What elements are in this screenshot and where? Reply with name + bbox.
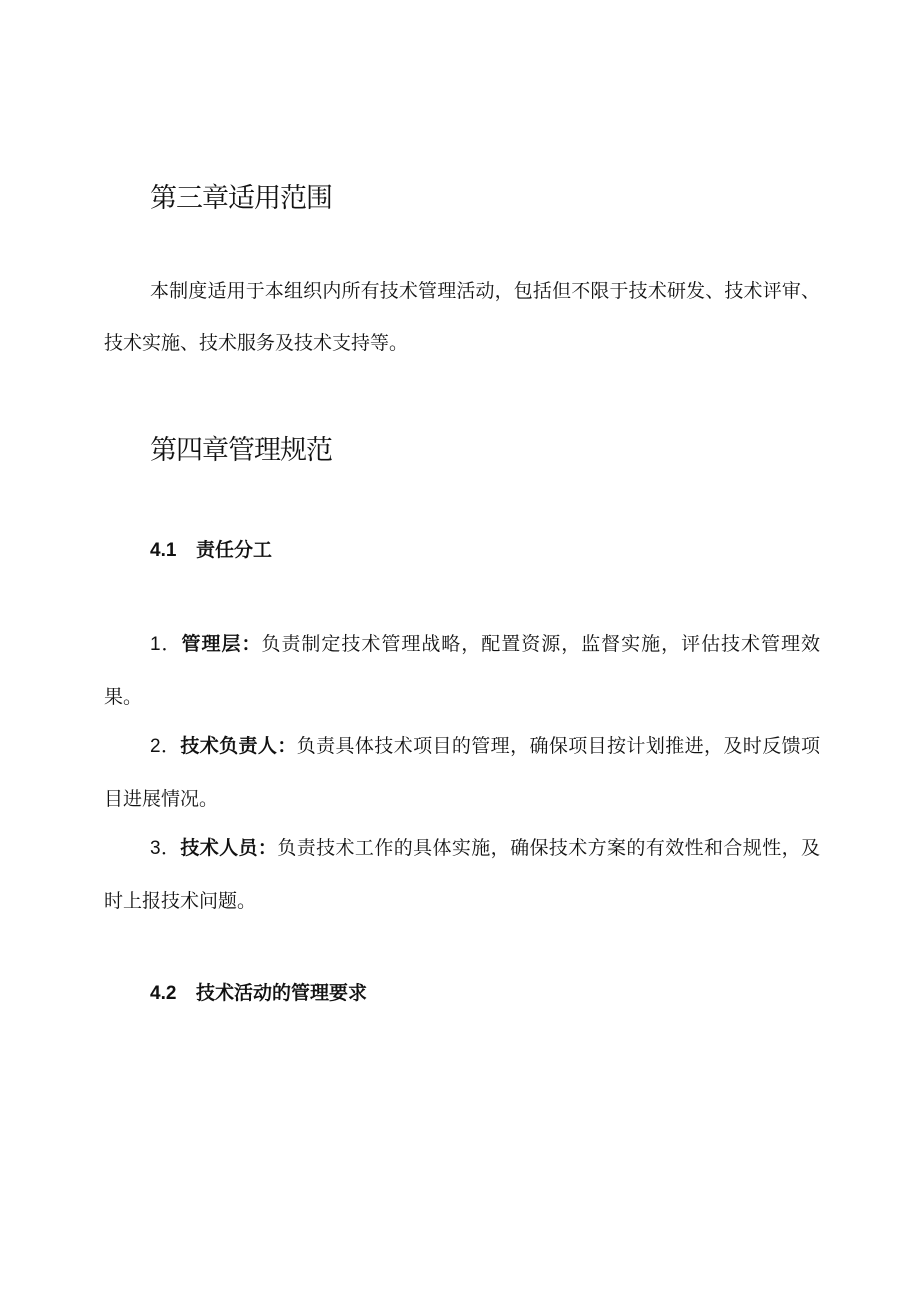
section-4-2-heading: [150, 978, 367, 1005]
item-label: 管理层：: [181, 633, 262, 655]
item-number: 2．: [150, 736, 181, 757]
chapter-4-heading: 第四章管理规范: [150, 435, 332, 466]
section-title: 技术活动的管理要求: [196, 982, 368, 1004]
chapter-3-paragraph: 本制度适用于本组织内所有技术管理活动，包括但不限于技术研发、技术评审、技术实施、技术服务及技术支持等。: [104, 280, 820, 354]
section-title: 责任分工: [196, 539, 273, 561]
item-text: 负责制定技术管理战略，配置资源，监督实施，评估技术管理效果。: [104, 633, 820, 708]
list-item: [104, 822, 820, 927]
section-number: 4.1: [150, 540, 177, 561]
item-number: 1．: [150, 634, 182, 655]
section-4-1-heading: [150, 535, 272, 562]
list-item: [104, 720, 820, 825]
list-item: [104, 618, 820, 723]
item-label: 技术负责人：: [180, 735, 297, 757]
item-text: 负责技术工作的具体实施，确保技术方案的有效性和合规性，及时上报技术问题。: [104, 837, 820, 912]
item-text: 负责具体技术项目的管理，确保项目按计划推进，及时反馈项目进展情况。: [104, 735, 820, 810]
section-number: 4.2: [150, 983, 177, 1004]
chapter-3-heading: 第三章适用范围: [150, 183, 332, 214]
item-label: 技术人员：: [180, 837, 278, 859]
item-number: 3．: [150, 838, 181, 859]
